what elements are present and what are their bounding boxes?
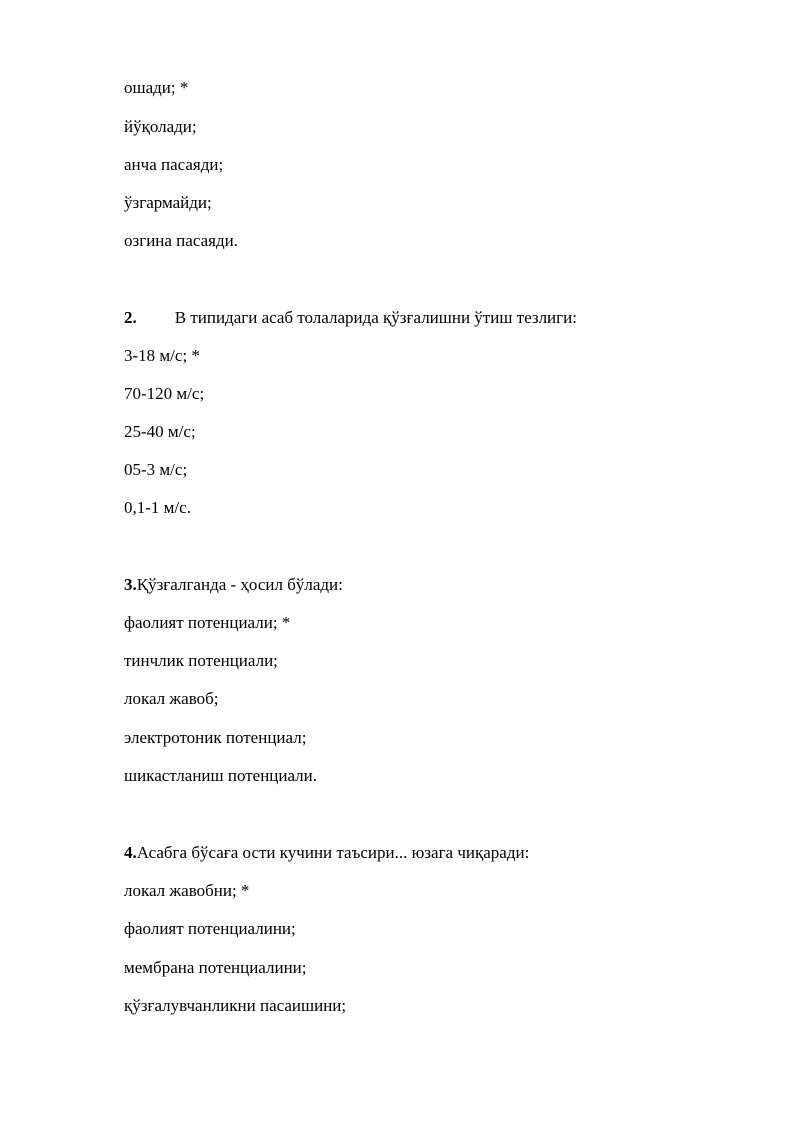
q1-option-4: ўзгармайди; bbox=[124, 193, 212, 212]
q4-text: Асабга бўсаға ости кучини таъсири... юзага чиқаради: bbox=[136, 843, 530, 862]
q2-option-5: 0,1-1 м/с. bbox=[124, 498, 191, 517]
q2-question bbox=[124, 308, 577, 328]
q4-option-3: мембрана потенциалини; bbox=[124, 958, 307, 977]
q2-option-1: 3-18 м/с; * bbox=[124, 346, 200, 365]
q2-number: 2. bbox=[124, 308, 137, 327]
q1-option-2: йўқолади; bbox=[124, 117, 197, 136]
q4-option-4: қўзғалувчанликни пасаишини; bbox=[124, 996, 347, 1015]
q2-text: В типидаги асаб толаларида қўзғалишни ўтиш тезлиги: bbox=[174, 308, 577, 327]
q1-option-3: анча пасаяди; bbox=[124, 155, 224, 174]
q3-question bbox=[124, 575, 343, 595]
q3-option-4: электротоник потенциал; bbox=[124, 728, 307, 747]
q2-option-4: 05-3 м/с; bbox=[124, 460, 188, 479]
q3-option-1: фаолият потенциали; * bbox=[124, 613, 291, 632]
q4-option-2: фаолият потенциалини; bbox=[124, 919, 296, 938]
q4-question bbox=[124, 843, 529, 863]
q2-option-3: 25-40 м/с; bbox=[124, 422, 196, 441]
q3-number: 3. bbox=[124, 575, 137, 594]
q3-option-3: локал жавоб; bbox=[124, 689, 219, 708]
q3-text: Қўзғалганда - ҳосил бўлади: bbox=[136, 575, 343, 594]
q1-option-5: озгина пасаяди. bbox=[124, 231, 238, 250]
q4-option-1: локал жавобни; * bbox=[124, 881, 250, 900]
q3-option-5: шикастланиш потенциали. bbox=[124, 766, 318, 785]
q1-option-1: ошади; * bbox=[124, 78, 189, 97]
q4-number: 4. bbox=[124, 843, 137, 862]
q2-option-2: 70-120 м/с; bbox=[124, 384, 205, 403]
q3-option-2: тинчлик потенциали; bbox=[124, 651, 278, 670]
